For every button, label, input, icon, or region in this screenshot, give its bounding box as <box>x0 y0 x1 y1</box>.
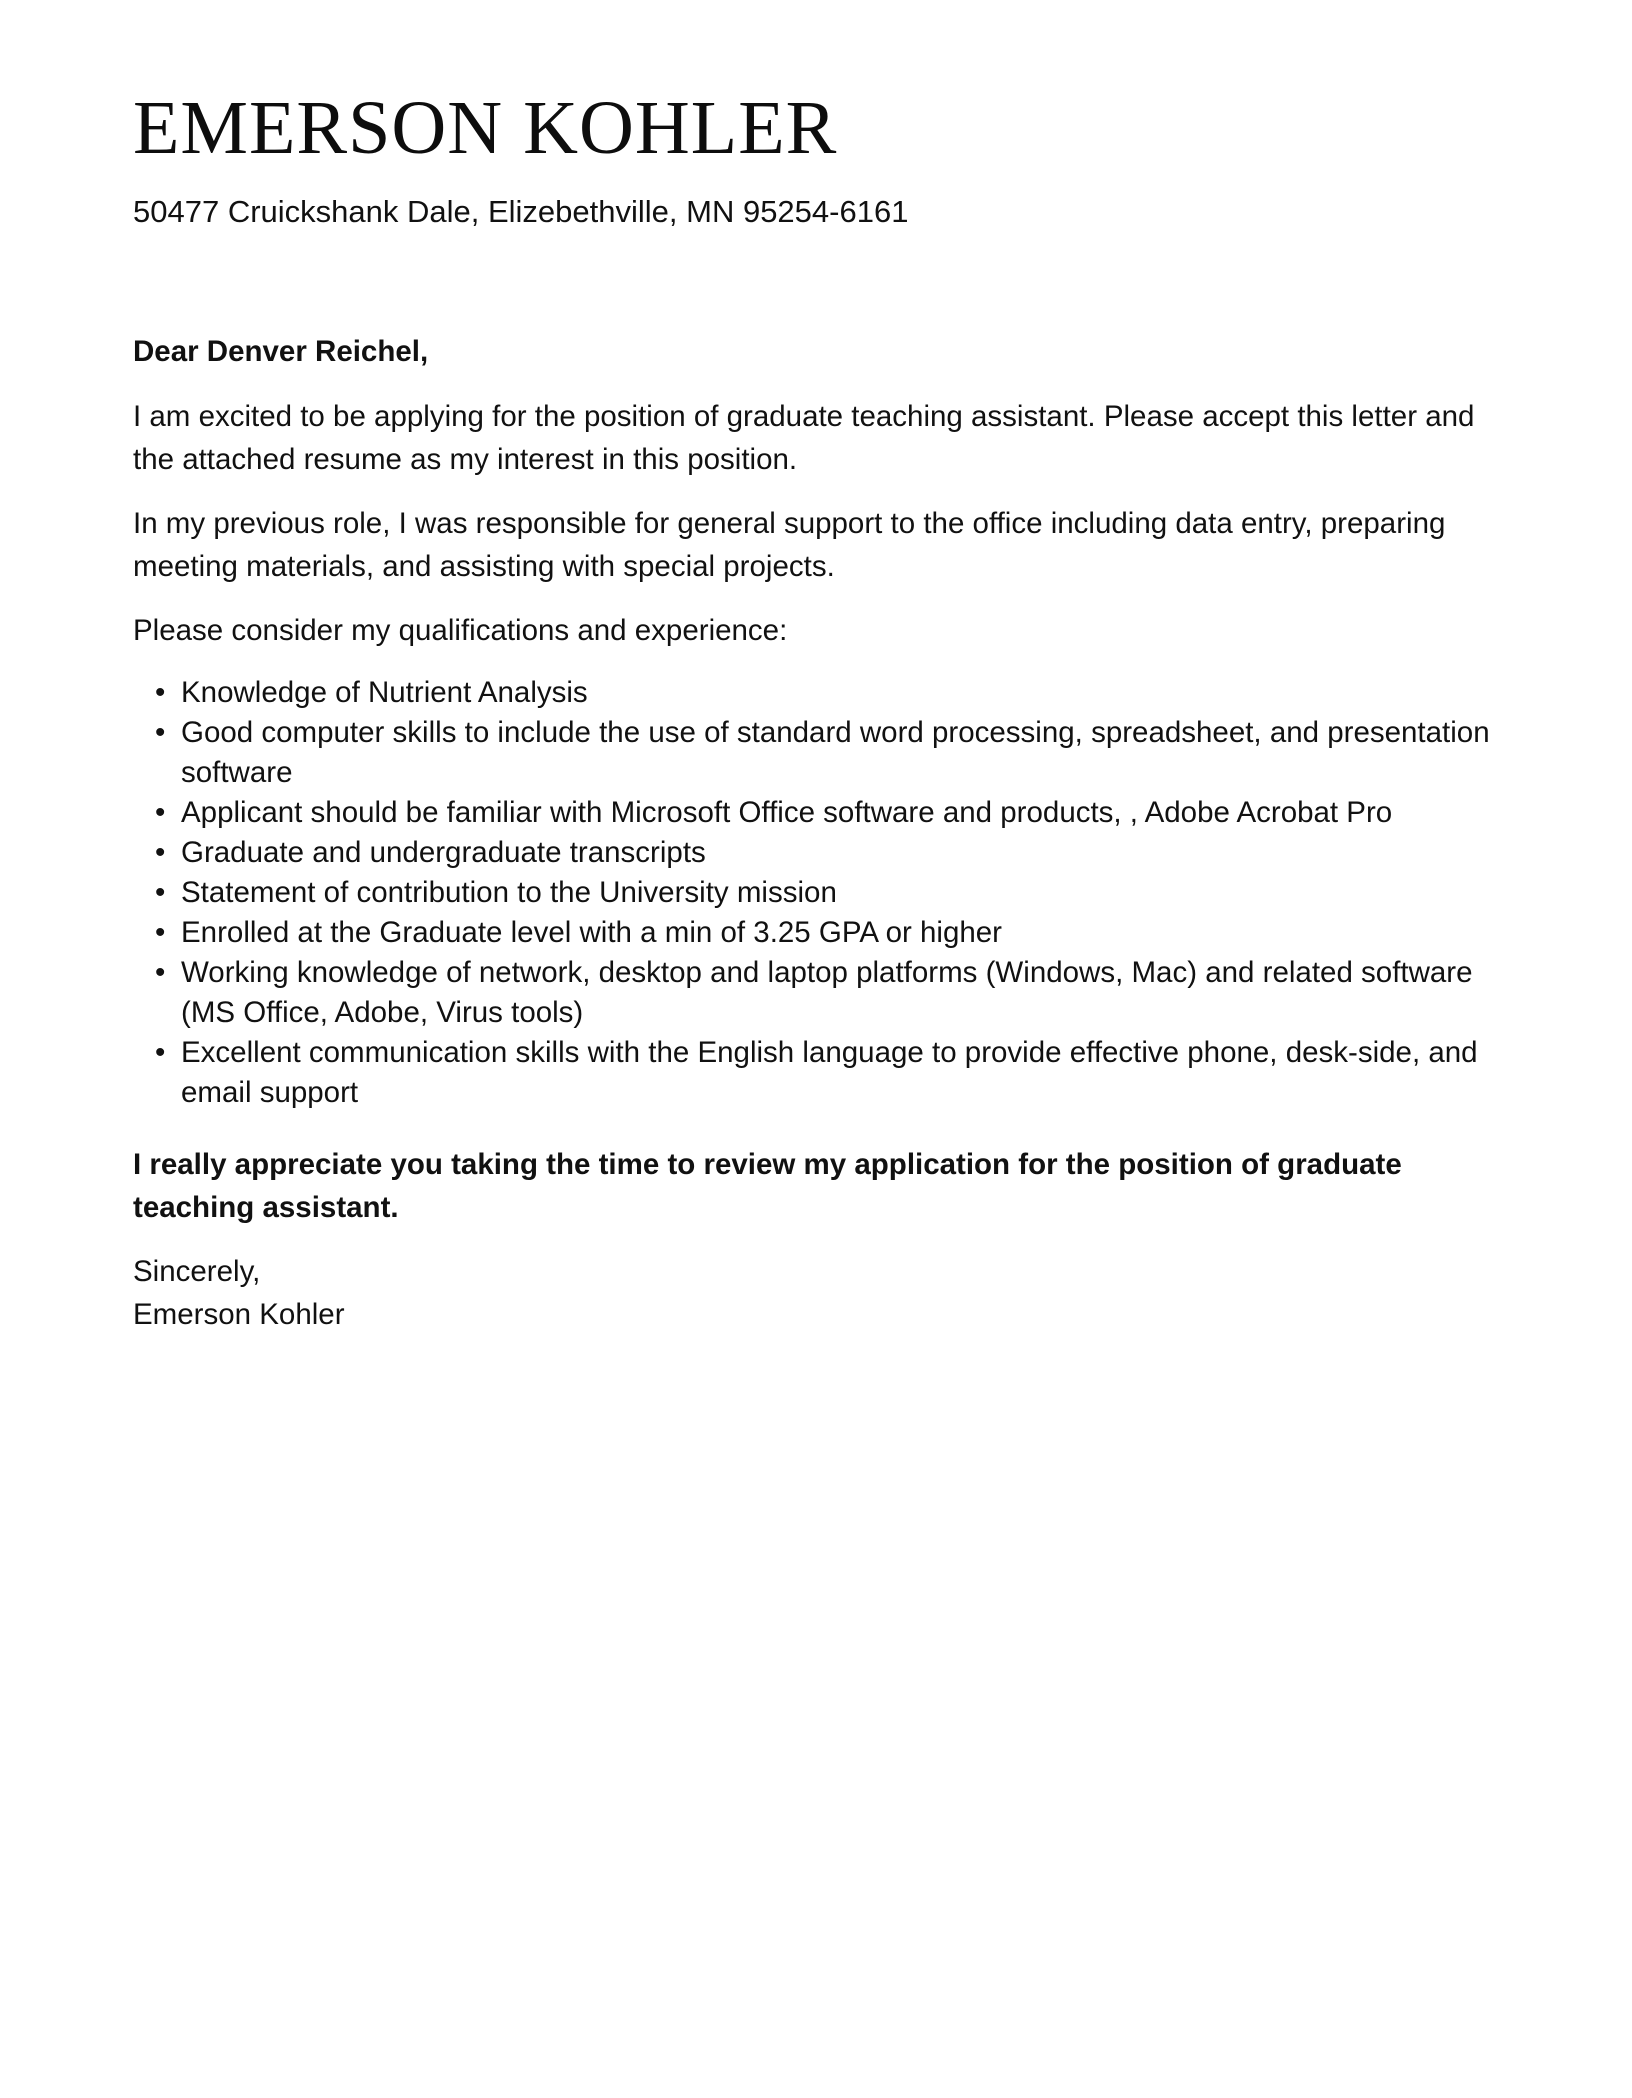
qualification-item <box>133 833 1503 873</box>
closing-paragraph: I really appreciate you taking the time to review my application for the position of graduate teaching assistant. <box>133 1148 1402 1224</box>
qualification-item <box>133 913 1503 953</box>
bullet-icon: • <box>155 916 166 949</box>
bullet-icon: • <box>155 716 166 749</box>
intro-paragraph: I am excited to be applying for the position of graduate teaching assistant. Please accept this letter and the attached resume as my interest in this position. <box>133 400 1475 476</box>
qualification-text: Statement of contribution to the University mission <box>181 876 837 909</box>
qualification-text: Good computer skills to include the use of standard word processing, spreadsheet, and presentation software <box>181 716 1490 789</box>
signoff: Sincerely, <box>133 1255 261 1288</box>
applicant-name: EMERSON KOHLER <box>133 86 838 170</box>
qualification-text: Working knowledge of network, desktop and laptop platforms (Windows, Mac) and related software (MS Office, Adobe, Virus tools) <box>181 956 1473 1029</box>
bullet-icon: • <box>155 876 166 909</box>
bullet-icon: • <box>155 836 166 869</box>
qualifications-list <box>133 673 1503 1113</box>
qualification-item <box>133 673 1503 713</box>
qualification-text: Graduate and undergraduate transcripts <box>181 836 706 869</box>
qualification-text: Excellent communication skills with the English language to provide effective phone, desk-side, and email support <box>181 1036 1478 1109</box>
bullet-icon: • <box>155 1036 166 1069</box>
qualification-text: Applicant should be familiar with Microsoft Office software and products, , Adobe Acrobat Pro <box>181 796 1393 829</box>
qualification-item <box>133 1033 1503 1113</box>
applicant-address: 50477 Cruickshank Dale, Elizebethville, MN 95254-6161 <box>133 194 909 229</box>
salutation: Dear Denver Reichel, <box>133 335 429 368</box>
experience-paragraph: In my previous role, I was responsible for general support to the office including data entry, preparing meeting materials, and assisting with special projects. <box>133 507 1446 583</box>
bullet-icon: • <box>155 796 166 829</box>
bullet-icon: • <box>155 956 166 989</box>
qualification-text: Knowledge of Nutrient Analysis <box>181 676 588 709</box>
letter-body <box>133 330 1503 1336</box>
bullet-icon: • <box>155 676 166 709</box>
qualification-item <box>133 953 1503 1033</box>
qualification-item <box>133 873 1503 913</box>
qualification-item <box>133 793 1503 833</box>
signature-name: Emerson Kohler <box>133 1298 345 1331</box>
qualification-text: Enrolled at the Graduate level with a min of 3.25 GPA or higher <box>181 916 1003 949</box>
qualifications-intro: Please consider my qualifications and experience: <box>133 614 788 647</box>
qualification-item <box>133 713 1503 793</box>
